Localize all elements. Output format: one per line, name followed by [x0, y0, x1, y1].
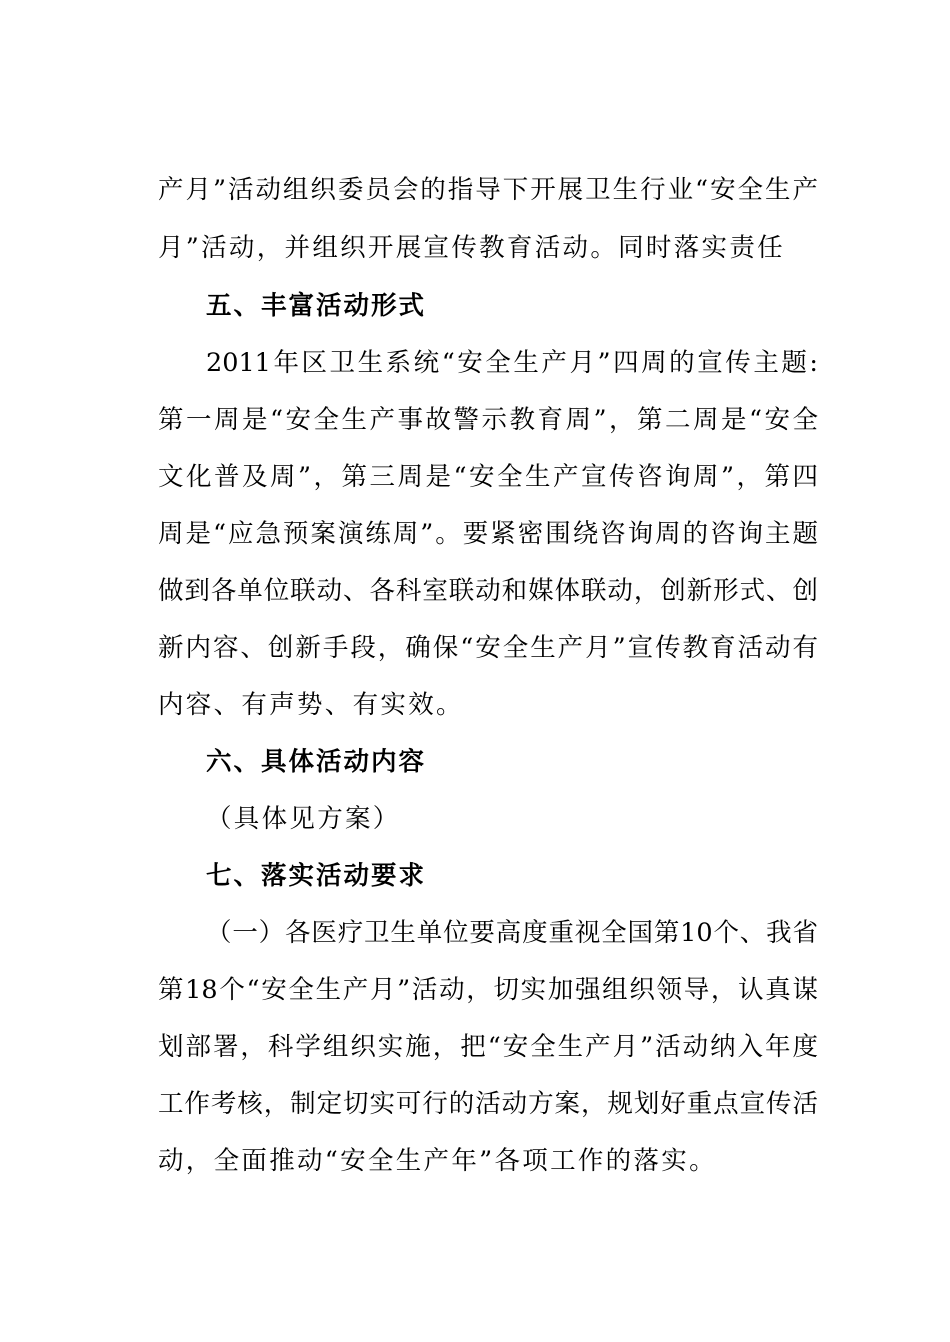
body-text-line: 做到各单位联动、各科室联动和媒体联动，创新形式、创 [158, 576, 818, 606]
body-text-line: 月”活动，并组织开展宣传教育活动。同时落实责任 [158, 233, 785, 263]
section-heading-7: 七、落实活动要求 [206, 861, 427, 891]
body-text-line: 动，全面推动“安全生产年”各项工作的落实。 [158, 1146, 717, 1176]
body-text-line: 内容、有声势、有实效。 [158, 690, 464, 720]
body-text-line: 工作考核，制定切实可行的活动方案，规划好重点宣传活 [158, 1089, 818, 1119]
body-text-line: （一）各医疗卫生单位要高度重视全国第10个、我省 [206, 918, 818, 948]
section-heading-6: 六、具体活动内容 [206, 747, 427, 777]
body-text-line: 产月”活动组织委员会的指导下开展卫生行业“安全生产 [158, 175, 818, 205]
body-text-line: （具体见方案） [206, 804, 401, 834]
body-text-line: 划部署，科学组织实施，把“安全生产月”活动纳入年度 [158, 1032, 818, 1062]
body-text-line: 新内容、创新手段，确保“安全生产月”宣传教育活动有 [158, 633, 818, 663]
body-text-line: 周是“应急预案演练周”。要紧密围绕咨询周的咨询主题 [158, 519, 818, 549]
body-text-line: 第一周是“安全生产事故警示教育周”，第二周是“安全 [158, 405, 818, 435]
section-heading-5: 五、丰富活动形式 [206, 291, 427, 321]
body-text-line: 文化普及周”，第三周是“安全生产宣传咨询周”，第四 [158, 462, 818, 492]
body-text-line: 第18个“安全生产月”活动，切实加强组织领导，认真谋 [158, 975, 818, 1005]
body-text-line: 2011年区卫生系统“安全生产月”四周的宣传主题: [206, 348, 818, 378]
